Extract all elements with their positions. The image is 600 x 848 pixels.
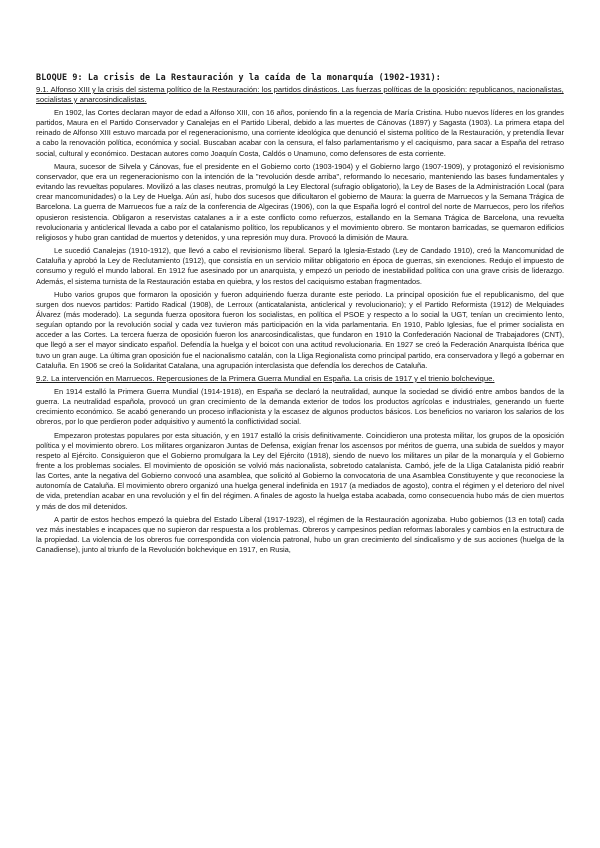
paragraph: En 1902, las Cortes declaran mayor de edad a Alfonso XIII, con 16 años, poniendo fin a la regencia de María Cristina. Hubo nuevos líderes en los grandes partidos, Maura en el Partido Conservador y Canalejas en el Partido Liberal, debido a las muertes de Cánovas (1897) y Sagasta (1903). La primera etapa del reinado de Alfonso XIII estuvo marcada por el regeneracionismo, una corriente ideológica que denunció el sistema político de la Restauración, y pretendía llevar a cabo la renovación política, económica y social. Buscaban acabar con la censura, el falso parlamentarismo y el caciquismo, para sacar a España del retraso social, cultural y económico. Destacan autores como Joaquín Costa, Caldós o Unamuno, como defensores de esta corriente. xyxy=(36,108,564,158)
section-heading-9-1: 9.1. Alfonso XIII y la crisis del sistema político de la Restauración: los partidos dinásticos. Las fuerzas políticas de la oposición: republicanos, nacionalistas, socialistas y anarcosindicalistas. xyxy=(36,85,564,104)
paragraph: Maura, sucesor de Silvela y Cánovas, fue el presidente en el Gobierno corto (1903-1904) y el Gobierno largo (1907-1909), y protagonizó el revisionismo conservador, que era un regeneracionismo con la intención de la "revolución desde arriba", reformando lo necesario, manteniendo las bases fundamentales y evitando las revueltas populares. Movilizó a las clases neutras, promulgó la Ley Electoral (sufragio obligatorio), la Ley de Bases de la Administración Local (para crear mancomunidades) o la Ley de Huelga. Aún así, hubo dos sucesos que dificultaron el gobierno de Maura: la guerra de Marruecos y la Semana Trágica de Barcelona. La guerra de Marruecos fue a raíz de la conferencia de Algeciras (1906), con la que España logró el control del norte de Marruecos, pero los rifeños opusieron resistencia. Obligaron a reservistas catalanes a ir a este conflicto como refuerzos, estallando en la Semana Trágica de Barcelona, una revuelta revolucionaria y anticlerical llevada a cabo por el catalanismo político, los republicanos y el movimiento obrero. Se montaron barricadas, se quemaron edificios religiosos y hubo gran cantidad de muertos y detenidos, y una represión muy dura. Provocó la dimisión de Maura. xyxy=(36,161,564,242)
section-heading-9-2: 9.2. La intervención en Marruecos. Repercusiones de la Primera Guerra Mundial en España. La crisis de 1917 y el trienio bolchevique. xyxy=(36,373,495,383)
paragraph: Le sucedió Canalejas (1910-1912), que llevó a cabo el revisionismo liberal. Separó la Iglesia-Estado (Ley de Candado 1910), creó la Mancomunidad de Cataluña y aprobó la Ley de Reclutamiento (1912), que consistía en un servicio militar obligatorio en época de guerras, sin exenciones. Redujo el impuesto de consumo y reguló el mundo laboral. En 1912 fue asesinado por un anarquista, y empezó un periodo de inestabilidad política con una grave crisis de liderazgo. Además, el sistema turnista de la Restauración estaba en quiebra, y los restos del caciquismo estaban fragmentados. xyxy=(36,246,564,286)
paragraph: A partir de estos hechos empezó la quiebra del Estado Liberal (1917-1923), el régimen de la Restauración agonizaba. Hubo gobiernos (13 en total) cada vez más inestables e incapaces que no supieron dar respuesta a los problemas. Obreros y campesinos pedían reformas laborales y cambios en la estructura de la propiedad. La violencia de los obreros fue correspondida con violencia patronal, hubo un gran crecimiento del sindicalismo y de sus acciones (huelga de la Canadiense), junto al triunfo de la Revolución bolchevique en 1917, en Rusia, xyxy=(36,514,564,555)
paragraph: Hubo varios grupos que formaron la oposición y fueron adquiriendo fuerza durante este periodo. La principal oposición fue el republicanismo, del que surgen dos nuevos partidos: Partido Radical (1908), de Lerroux (anticatalanista, anticlerical y revolucionario); y el Partido Reformista (1912) de Melquiades Álvarez (más moderado). La segunda fuerza opositora fueron los socialistas, en política el PSOE y respecto a lo social la UGT, tenían un crecimiento lento, seguían optando por la revolución social y cada vez tuvieron más participación en la vida parlamentaria. En 1910, Pablo Iglesias, fue el primer socialista en acceder a las Cortes. La tercera fuerza de oposición fueron los anarcosindicalistas, que fundaron en 1910 la Confederación Nacional de Trabajadores (CNT), que llegó a ser el mayor sindicato español. Defendía la huelga y el boicot con una actitud revolucionaria. En 1927 se creó la Federación Anarquista Ibérica que tuvo un gran auge. La última gran oposición fue el nacionalismo catalán, con la Lliga Regionalista como principal partido, era conservadora y llegó a gobernar en Cataluña. En 1906 se creó la Solidaritat Catalana, una agrupación interclasista que defendía los derechos de Cataluña. xyxy=(36,289,564,370)
paragraph: En 1914 estalló la Primera Guerra Mundial (1914-1918), en España se declaró la neutralidad, aunque la sociedad se dividió entre ambos bandos de la guerra. La neutralidad española, provocó un gran crecimiento de la demanda exterior de todos los productos agrícolas e industriales, generando un fuerte crecimiento económico. Se acabó generando un proceso inflacionista y la escasez de algunos productos básicos. Los beneficios no variaron los salarios de los obreros, por lo que perdieron poder adquisitivo y aumentó la conflictividad social. xyxy=(36,386,564,427)
document-title: BLOQUE 9: La crisis de La Restauración y la caída de la monarquía (1902-1931): xyxy=(36,72,441,82)
paragraph: Empezaron protestas populares por esta situación, y en 1917 estalló la crisis definitivamente. Coincidieron una protesta militar, los grupos de la oposición política y el movimiento obrero. Los militares organizaron Juntas de Defensa, exigían frenar los ascensos por méritos de guerra, una subida de sueldos y mayor respeto al Ejército. Consiguieron que el Gobierno promulgara la Ley del Ejército (1918), siendo de nuevo los militares un pilar de la monarquía y el Gobierno frente a los problemas sociales. El movimiento de oposición se volvió más nacionalista, sobretodo catalanista. Cambó, jefe de la Lliga Catalanista pidió reabrir las Cortes, ante la negativa del Gobierno convocó una asamblea, que solicitó al Gobierno la convocatoria de una Asamblea Constituyente y que reconociese la autonomía de Cataluña. El movimiento obrero organizó una huelga general indefinida en 1917 (a mediados de agosto), contra el régimen y el deterioro del nivel de vida, pretendían acabar en una revolución y el fin del régimen. A finales de agosto la huelga estaba acabada, como consecuencia hubo más de cien muertos y más de dos mil detenidos. xyxy=(36,430,564,511)
